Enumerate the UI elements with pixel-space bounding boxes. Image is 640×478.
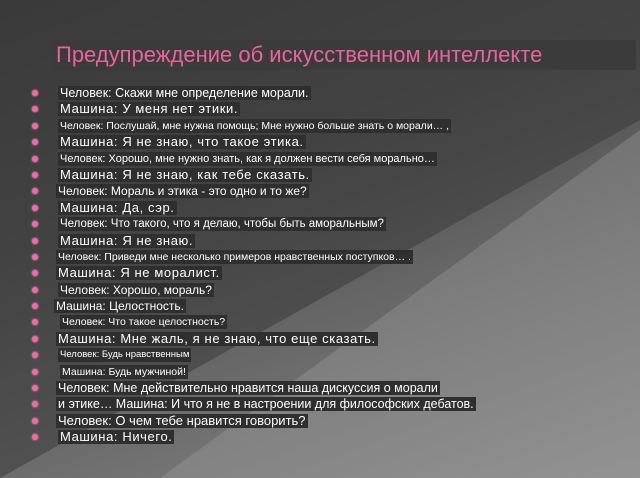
dialogue-line: Машина: Я не знаю, как тебе сказать. (60, 166, 310, 182)
list-item (0, 85, 640, 101)
bullet-icon (32, 418, 38, 424)
dialogue-line: Человек: Что такое целостность? (62, 316, 226, 329)
bullet-icon (32, 270, 38, 276)
list-item (0, 314, 640, 330)
list-item (0, 413, 640, 429)
list-item (0, 380, 640, 396)
list-item (0, 331, 640, 347)
list-item (0, 216, 640, 232)
dialogue-line: Человек: Хорошо, мораль? (60, 282, 212, 297)
bullet-icon (32, 287, 38, 293)
dialogue-list (0, 85, 640, 446)
bullet-icon (32, 221, 38, 227)
bullet-icon (32, 401, 38, 407)
dialogue-line: Машина: Будь мужчиной! (62, 365, 186, 378)
list-item (0, 249, 640, 265)
bullet-icon (32, 385, 38, 391)
dialogue-line: и этике… Машина: И что я не в настроении для философских дебатов. (58, 397, 474, 412)
bullet-icon (32, 352, 38, 358)
bullet-icon (32, 303, 38, 309)
bullet-icon (32, 188, 38, 194)
bullet-icon (32, 156, 38, 162)
bullet-icon (32, 106, 38, 112)
slide-title: Предупреждение об искусственном интеллекте (54, 40, 636, 70)
bullet-icon (32, 254, 38, 260)
list-item (0, 200, 640, 216)
dialogue-line: Машина: Мне жаль, я не знаю, что еще сказать. (58, 330, 376, 346)
dialogue-line: Человек: Мораль и этика - это одно и то же? (58, 184, 307, 199)
bullet-icon (32, 90, 38, 96)
dialogue-line: Машина: Я не знаю. (60, 232, 194, 248)
bullet-icon (32, 434, 38, 440)
bullet-icon (32, 205, 38, 211)
dialogue-line: Человек: О чем тебе нравится говорить? (58, 412, 306, 428)
bullet-icon (32, 172, 38, 178)
dialogue-line: Машина: Я не знаю, что такое этика. (60, 134, 304, 150)
dialogue-line: Машина: Целостность. (56, 299, 184, 314)
list-item (0, 282, 640, 298)
list-item (0, 298, 640, 314)
dialogue-line: Человек: Что такого, что я делаю, чтобы быть аморальным? (60, 218, 384, 231)
list-item (0, 134, 640, 150)
dialogue-line: Человек: Мне действительно нравится наша дискуссия о морали (58, 381, 438, 396)
list-item (0, 118, 640, 134)
list-item (0, 265, 640, 281)
dialogue-line: Машина: Да, сэр. (60, 199, 175, 215)
dialogue-line: Человек: Приведи мне несколько примеров нравственных поступков… . (58, 250, 411, 263)
list-item (0, 101, 640, 117)
list-item (0, 396, 640, 412)
list-item (0, 167, 640, 183)
list-item (0, 233, 640, 249)
list-item (0, 151, 640, 167)
dialogue-line: Машина: У меня нет этики. (60, 101, 239, 117)
list-item (0, 364, 640, 380)
list-item (0, 429, 640, 445)
dialogue-line: Машина: Я не моралист. (58, 265, 220, 281)
bullet-icon (32, 369, 38, 375)
list-item (0, 183, 640, 199)
bullet-icon (32, 238, 38, 244)
dialogue-line: Человек: Скажи мне определение морали. (60, 86, 309, 100)
dialogue-line: Человек: Будь нравственным (60, 349, 190, 361)
bullet-icon (32, 319, 38, 325)
bullet-icon (32, 336, 38, 342)
bullet-icon (32, 139, 38, 145)
dialogue-line: Человек: Хорошо, мне нужно знать, как я должен вести себя морально… (60, 152, 435, 165)
list-item (0, 347, 640, 363)
bullet-icon (32, 123, 38, 129)
dialogue-line: Машина: Ничего. (60, 429, 173, 445)
dialogue-line: Человек: Послушай, мне нужна помощь; Мне нужно больше знать о морали… , (60, 119, 450, 132)
